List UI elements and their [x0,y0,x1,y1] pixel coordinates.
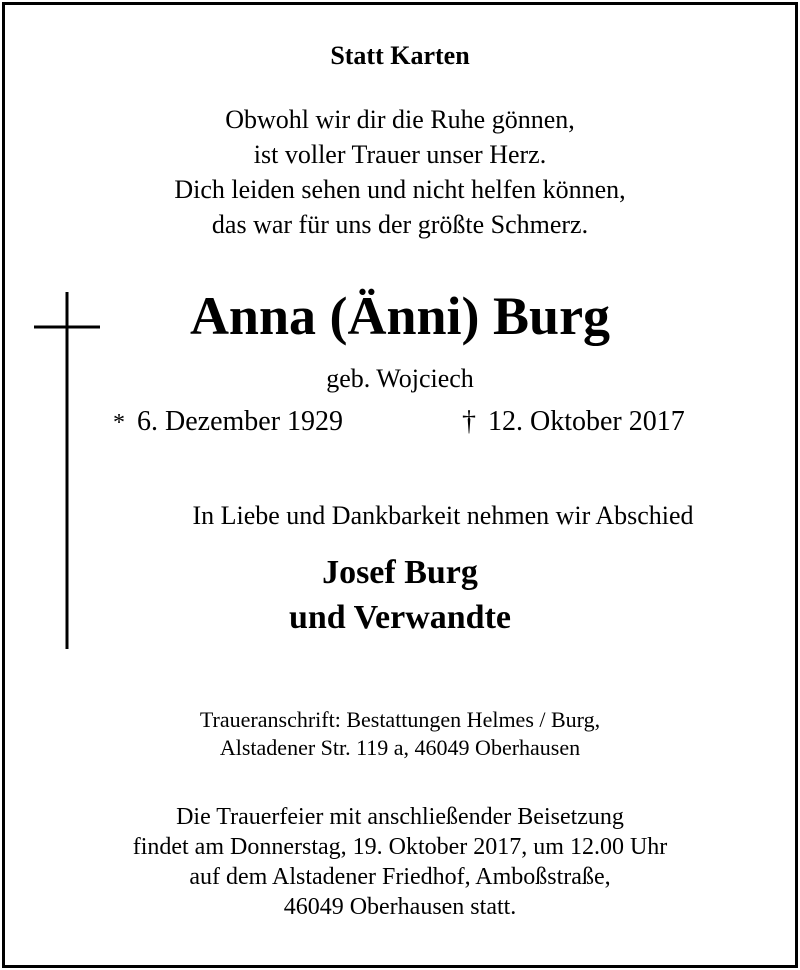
service-line: 46049 Oberhausen statt. [283,894,517,920]
address-line: Alstadener Str. 119 a, 46049 Oberhausen [219,735,581,760]
service-line: Die Trauerfeier mit anschließender Beisetzung [176,804,624,830]
death-dagger-icon: † [462,406,476,437]
funeral-service-info [0,802,800,922]
life-dates [0,404,800,440]
poem [0,102,800,242]
deceased-name: Anna (Änni) Burg [189,286,611,346]
address-line: Traueranschrift: Bestattungen Helmes / Burg, [199,707,601,732]
poem-line: ist voller Trauer unser Herz. [253,140,547,169]
mourners [0,550,800,640]
maiden-name: geb. Wojciech [326,364,474,393]
heading-statt-karten: Statt Karten [330,41,470,70]
birth [113,404,343,441]
death [462,404,685,440]
poem-line: das war für uns der größte Schmerz. [211,210,589,239]
farewell-line: In Liebe und Dankbarkeit nehmen wir Abschied [192,501,694,530]
service-line: findet am Donnerstag, 19. Oktober 2017, um 12.00 Uhr [132,834,668,860]
poem-line: Dich leiden sehen und nicht helfen können, [174,175,626,204]
mourner-line: und Verwandte [288,599,511,636]
mourning-address [0,706,800,762]
poem-line: Obwohl wir dir die Ruhe gönnen, [225,105,575,134]
mourner-line: Josef Burg [322,554,478,591]
service-line: auf dem Alstadener Friedhof, Amboßstraße, [189,864,611,890]
death-date: 12. Oktober 2017 [488,406,685,437]
birth-star-icon: * [113,410,125,436]
birth-date: 6. Dezember 1929 [137,406,344,437]
